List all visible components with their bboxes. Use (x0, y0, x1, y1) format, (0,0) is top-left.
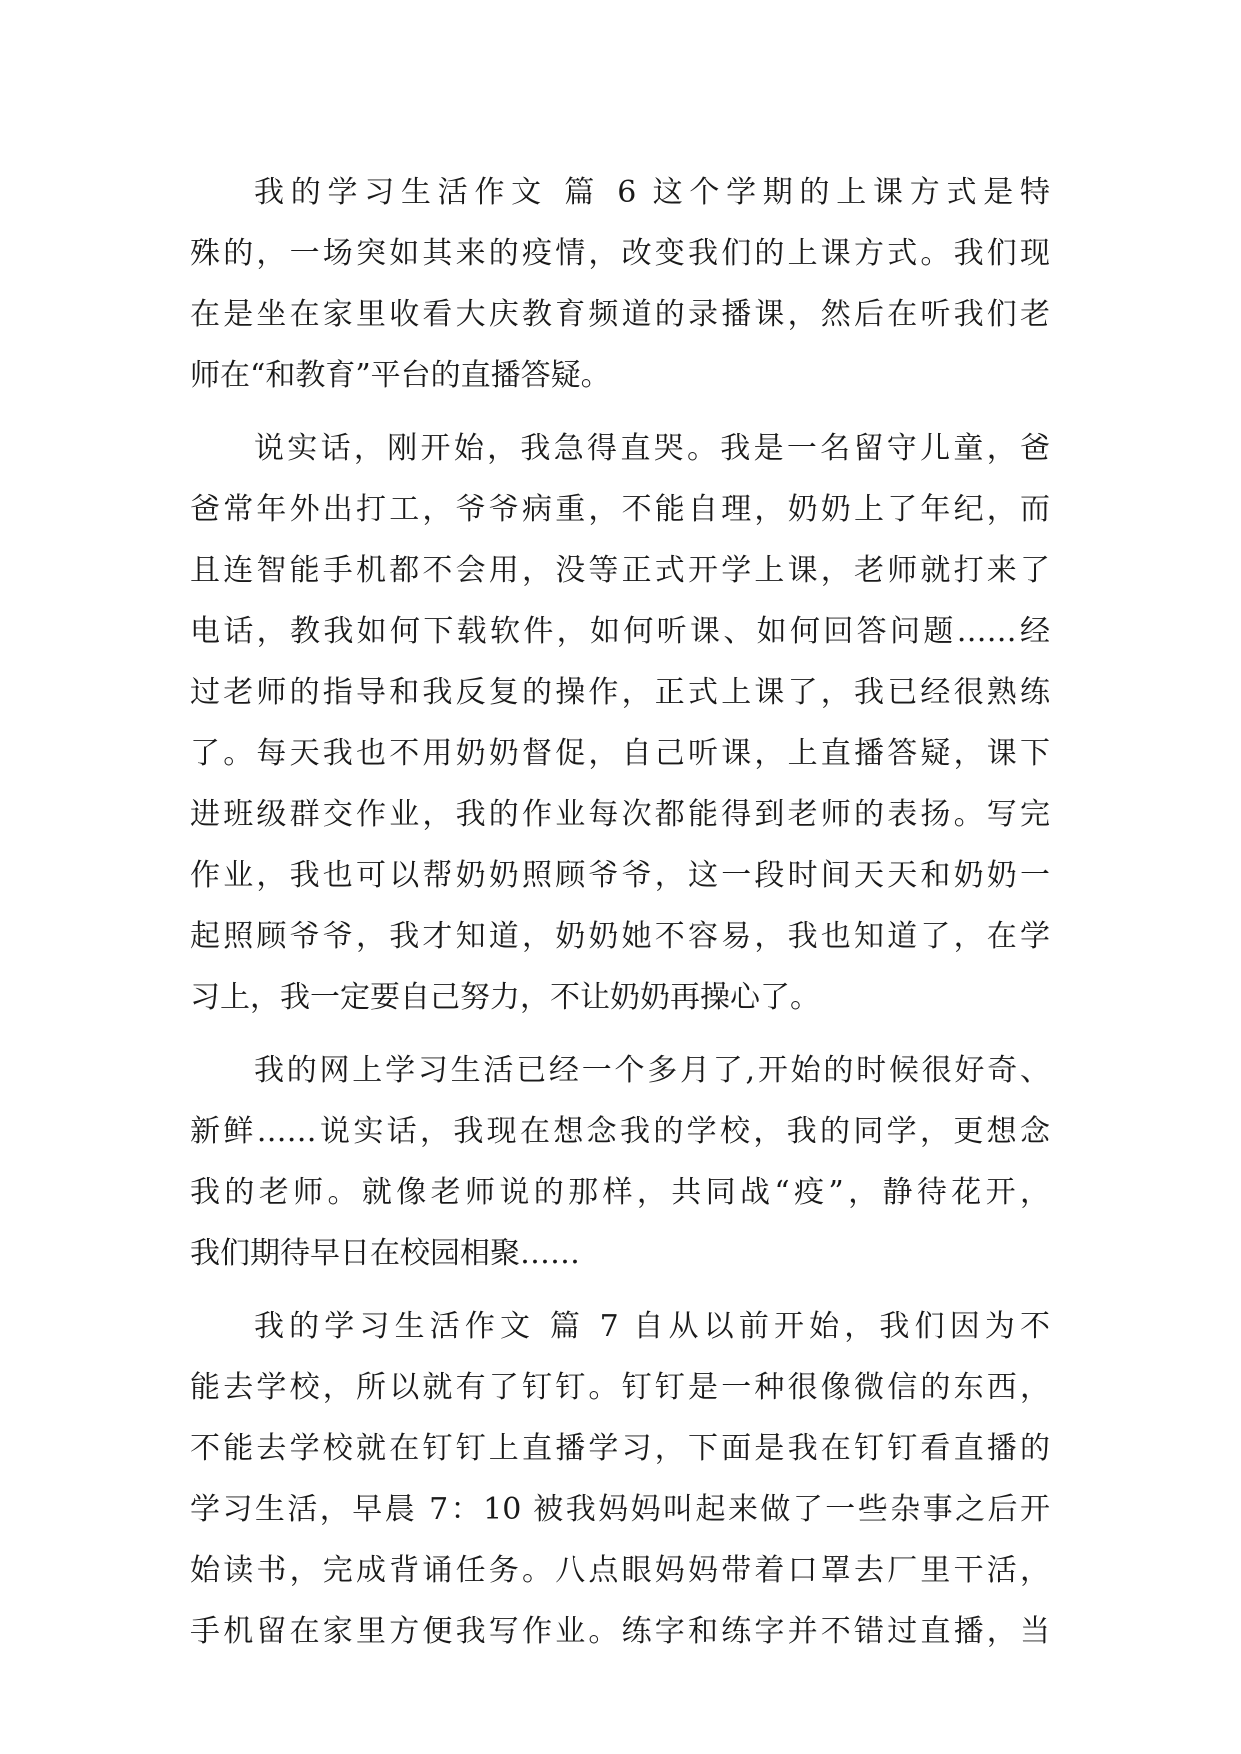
text-line: 且连智能手机都不会用，没等正式开学上课，老师就打来了 (190, 553, 1050, 588)
text-line: 手机留在家里方便我写作业。练字和练字并不错过直播，当 (190, 1614, 1050, 1649)
text-line: 进班级群交作业，我的作业每次都能得到老师的表扬。写完 (190, 797, 1050, 832)
paragraph-gap (190, 1028, 1050, 1040)
text-line: 电话，教我如何下载软件，如何听课、如何回答问题……经 (190, 614, 1050, 649)
paragraph-gap (190, 1284, 1050, 1296)
text-line: 始读书，完成背诵任务。八点眼妈妈带着口罩去厂里干活， (190, 1553, 1050, 1588)
text-line: 爸常年外出打工，爷爷病重，不能自理，奶奶上了年纪，而 (190, 492, 1050, 527)
text-line: 新鲜……说实话，我现在想念我的学校，我的同学，更想念 (190, 1114, 1050, 1149)
text-line: 习上，我一定要自己努力，不让奶奶再操心了。 (190, 980, 820, 1015)
paragraph (190, 1296, 1050, 1662)
paragraph (190, 418, 1050, 1028)
text-line: 说实话，刚开始，我急得直哭。我是一名留守儿童，爸 (254, 431, 1050, 466)
text-line: 在是坐在家里收看大庆教育频道的录播课，然后在听我们老 (190, 297, 1050, 332)
text-line: 我们期待早日在校园相聚…… (190, 1236, 580, 1271)
text-line: 我的学习生活作文 篇 7 自从以前开始，我们因为不 (254, 1309, 1050, 1344)
text-line: 能去学校，所以就有了钉钉。钉钉是一种很像微信的东西， (190, 1370, 1050, 1405)
text-line: 过老师的指导和我反复的操作，正式上课了，我已经很熟练 (190, 675, 1050, 710)
text-line: 殊的，一场突如其来的疫情，改变我们的上课方式。我们现 (190, 236, 1050, 271)
text-line: 学习生活，早晨 7：10 被我妈妈叫起来做了一些杂事之后开 (190, 1492, 1050, 1527)
document-body (190, 162, 1050, 1662)
text-line: 不能去学校就在钉钉上直播学习，下面是我在钉钉看直播的 (190, 1431, 1050, 1466)
text-line: 师在“和教育”平台的直播答疑。 (190, 358, 611, 393)
text-line: 了。每天我也不用奶奶督促，自己听课，上直播答疑，课下 (190, 736, 1050, 771)
text-line: 我的老师。就像老师说的那样，共同战“疫”，静待花开， (190, 1175, 1050, 1210)
text-line: 我的学习生活作文 篇 6 这个学期的上课方式是特 (254, 175, 1050, 210)
text-line: 起照顾爷爷，我才知道，奶奶她不容易，我也知道了，在学 (190, 919, 1050, 954)
paragraph (190, 1040, 1050, 1284)
paragraph (190, 162, 1050, 406)
paragraph-gap (190, 406, 1050, 418)
text-line: 我的网上学习生活已经一个多月了,开始的时候很好奇、 (254, 1053, 1050, 1088)
text-line: 作业，我也可以帮奶奶照顾爷爷，这一段时间天天和奶奶一 (190, 858, 1050, 893)
